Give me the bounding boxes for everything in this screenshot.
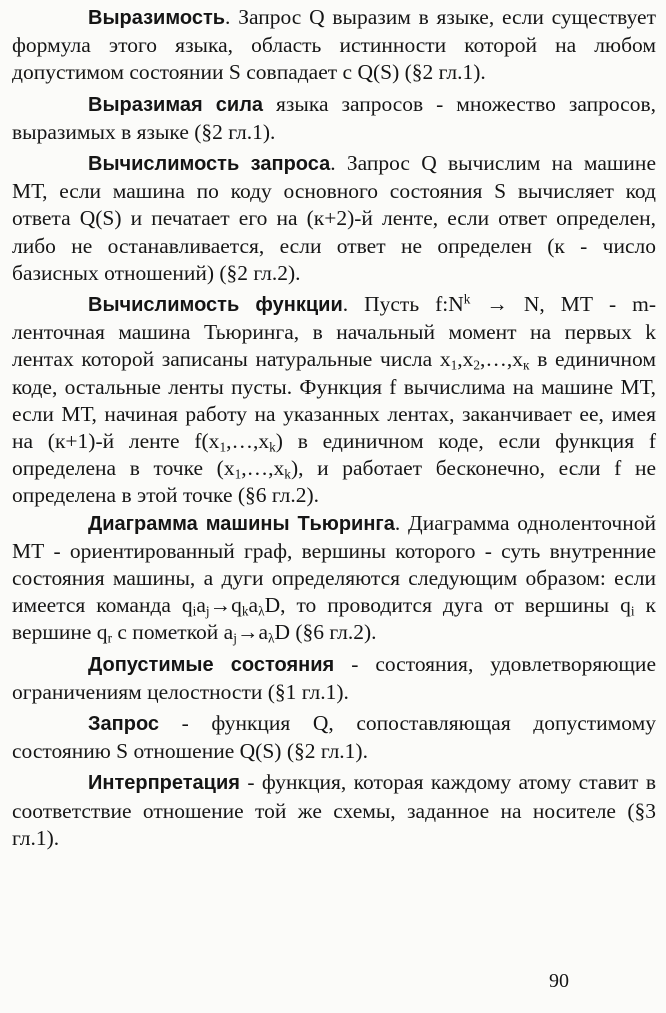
- entry-term: Запрос: [88, 713, 160, 736]
- entry-definition: - функция Q, сопоставляющая допустимому состоянию S отношение Q(S) (§2 гл.1).: [12, 711, 656, 764]
- entry-zapros: [12, 710, 656, 765]
- entry-term: Выразимость: [88, 7, 226, 29]
- page-number: 90: [549, 970, 569, 992]
- entry-vyrazimost: [12, 4, 656, 87]
- entry-term: Диаграмма машины Тьюринга: [88, 512, 395, 535]
- entry-definition: - функция, которая каждому атому ставит в соответствие отношение той же схемы, заданное на носителе (§3 гл.1).: [12, 770, 656, 850]
- entry-interpretaciya: [12, 769, 656, 852]
- entry-term: Интерпретация: [88, 772, 240, 795]
- entry-definition: - состояния, удовлетворяющие ограничениям целостности (§1 гл.1).: [12, 651, 656, 704]
- entry-definition: . Запрос Q вычислим на машине МТ, если машина по коду основного состояния S вычисляет код ответа Q(S) и печатает его на (к+2)-й ленте, если ответ определен, либо не останавливается, если ответ не определен (к - число базисных отношений) (§2 гл.2).: [12, 151, 656, 285]
- entry-vychislimost-funkcii: Вычислимость функции. Пусть $f:N^k \to N$, МТ - m-ленточная машина Тьюринга, в начальный момент на первых k лентах которой записаны натуральные числа $x_1,x_2,\dots,x_к$ в единичном коде, остальные ленты пусты. Функция f вычислима на машине МТ, если МТ, начиная работу на указанных лентах, заканчивает ее, имея на (к+1)-й ленте $f(x_1,\dots,x_k)$ в единичном коде, если функция f определена в точке $(x_1,\dots,x_k)$, и работает бесконечно, если f не определена в этой точке (§6 гл.2).: [12, 291, 657, 508]
- entry-dopustimye-sostoyaniya: [12, 651, 656, 706]
- entry-vyrazimaya-sila: [12, 91, 656, 146]
- entry-vychislimost-zaprosa: [12, 150, 656, 287]
- entry-definition: языка запросов - множество запросов, выразимых в языке (§2 гл.1).: [12, 91, 656, 144]
- entry-term: Допустимые состояния: [88, 653, 335, 676]
- entry-term: Вычислимость функции: [88, 294, 343, 317]
- entry-term: Выразимая сила: [88, 93, 264, 116]
- entry-definition: . Запрос Q выразим в языке, если существует формула этого языка, область истинности которой на любом допустимом состоянии S совпадает с Q(S) (§2 гл.1).: [12, 5, 656, 85]
- entry-diagramma-mashiny: Диаграмма машины Тьюринга. Диаграмма одноленточной МТ - ориентированный граф, вершины которого - суть внутренние состояния машины, а дуги определяются следующим образом: если имеется команда $q_ia_j\to q_ka_\lambda D$, то проводится дуга от вершины $q_i$ к вершине $q_r$ с пометкой $a_j\to a_\lambda D$ (§6 гл.2).: [12, 510, 656, 646]
- entry-term: Вычислимость запроса: [88, 153, 331, 176]
- glossary-page: [12, 4, 656, 852]
